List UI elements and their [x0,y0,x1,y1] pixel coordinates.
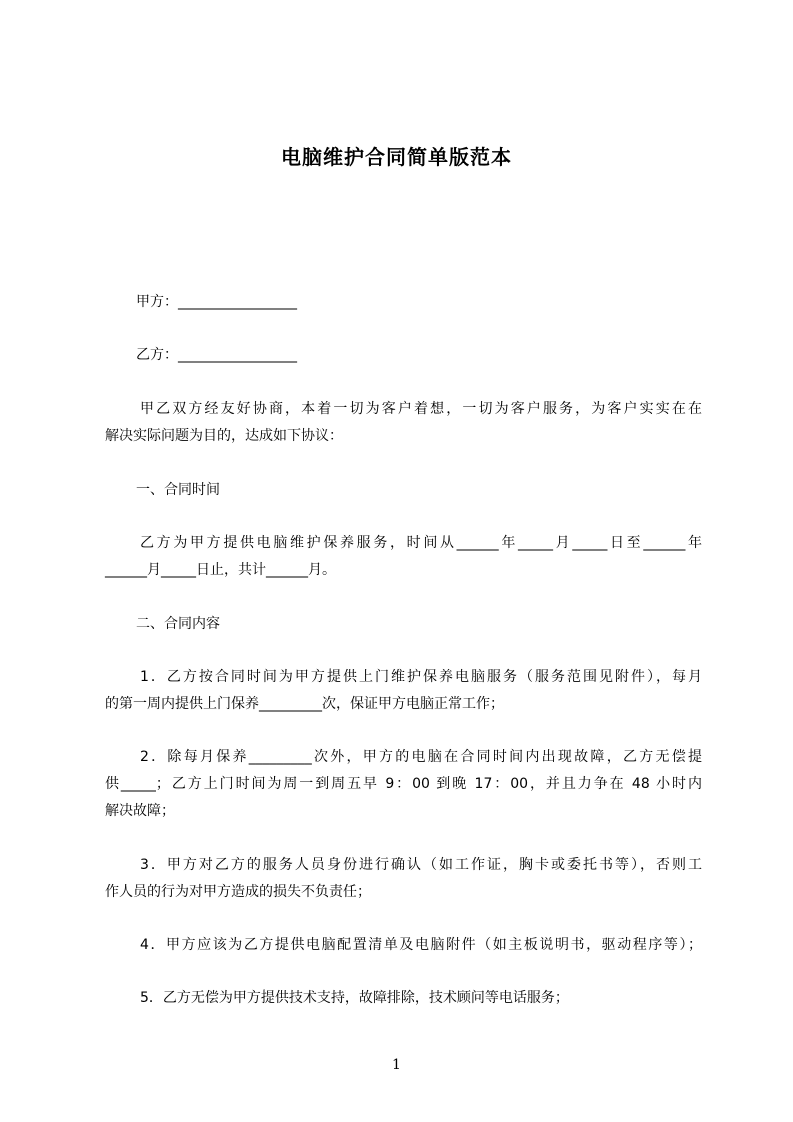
document-title: 电脑维护合同简单版范本 [281,145,512,169]
page-number: 1 [392,1057,401,1073]
item-2-line-2: 供_____；乙方上门时间为周一到周五早 9：00 到晚 17：00，并且力争在 48 小时内 [105,776,702,792]
item-1-line-2: 的第一周内提供上门保养_________次，保证甲方电脑正常工作； [105,696,504,712]
item-3-line-2: 作人员的行为对甲方造成的损失不负责任； [105,884,371,900]
section-1-line-1: 乙方为甲方提供电脑维护保养服务，时间从______年_____月_____日至______年 [140,535,702,551]
party-b-line: 乙方：_________________ [136,347,297,363]
item-5-line-1: 5．乙方无偿为甲方提供技术支持，故障排除，技术顾问等电话服务； [140,990,569,1006]
section-1-heading: 一、合同时间 [136,482,220,498]
item-4-line-1: 4．甲方应该为乙方提供电脑配置清单及电脑附件（如主板说明书，驱动程序等）； [140,937,702,953]
item-3-line-1: 3．甲方对乙方的服务人员身份进行确认（如工作证，胸卡或委托书等），否则工 [140,857,702,873]
item-2-line-3: 解决故障； [105,803,175,819]
item-1-line-1: 1．乙方按合同时间为甲方提供上门维护保养电脑服务（服务范围见附件），每月 [140,669,702,685]
party-a-line: 甲方：_________________ [136,294,297,310]
section-1-line-2: ______月_____日止，共计______月。 [105,562,336,578]
item-2-line-1: 2．除每月保养_________次外，甲方的电脑在合同时间内出现故障，乙方无偿提 [140,749,702,765]
intro-line-1: 甲乙双方经友好协商，本着一切为客户着想，一切为客户服务，为客户实实在在 [140,401,702,417]
intro-line-2: 解决实际问题为目的，达成如下协议： [105,428,343,444]
section-2-heading: 二、合同内容 [136,616,220,632]
